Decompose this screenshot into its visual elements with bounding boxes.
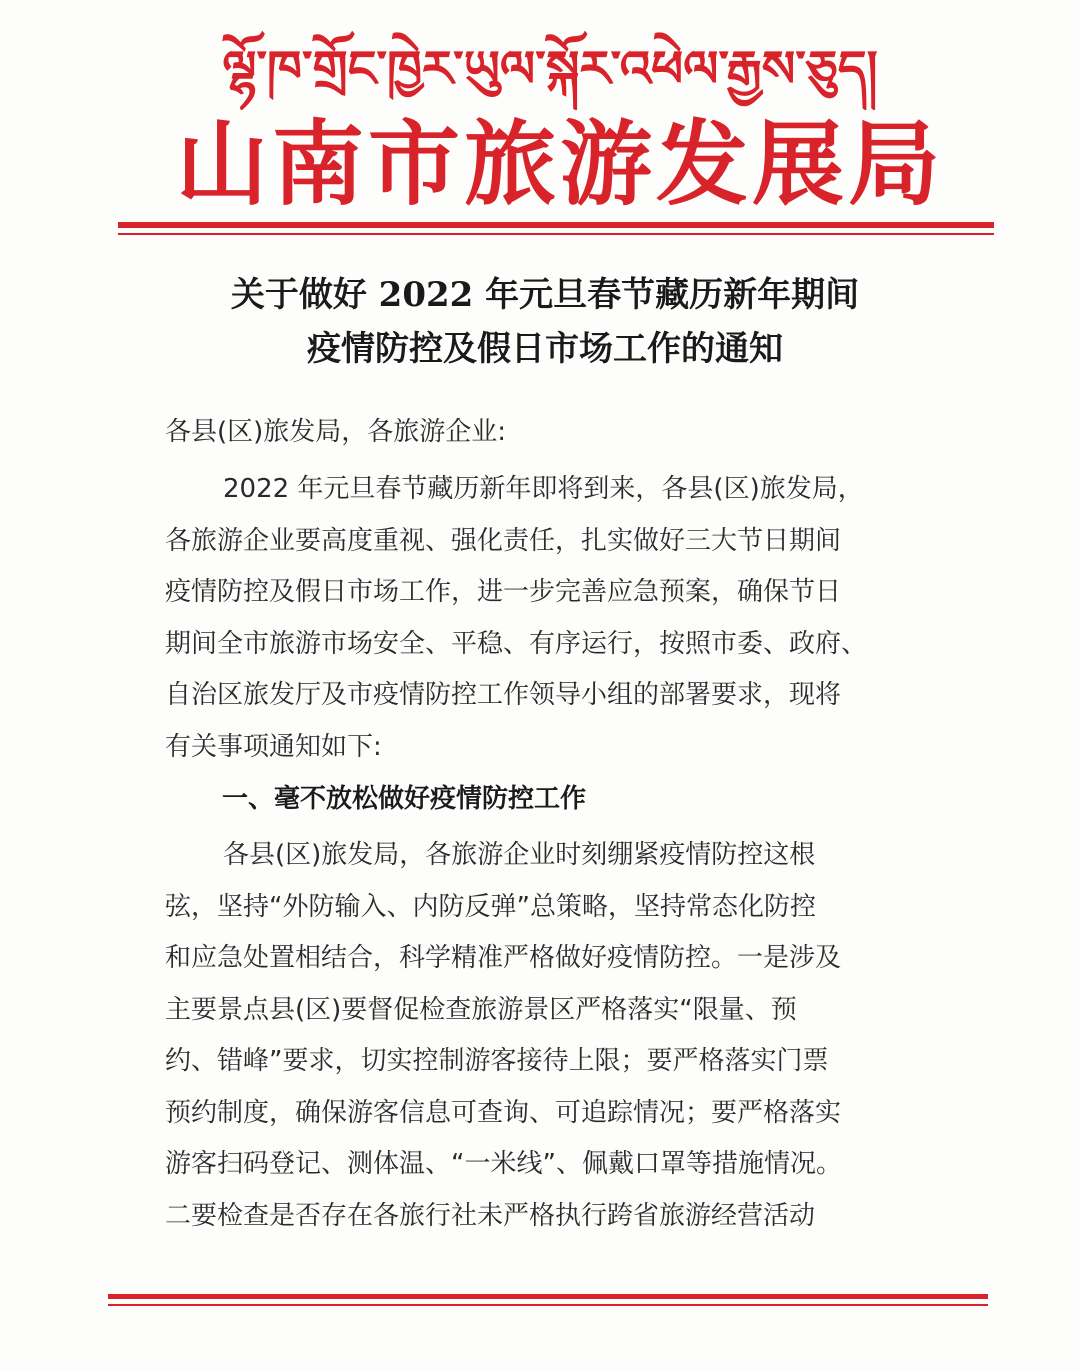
paragraph-line: 自治区旅发厅及市疫情防控工作领导小组的部署要求，现将 bbox=[165, 680, 842, 710]
section-heading-1: 一、毫不放松做好疫情防控工作 bbox=[222, 784, 587, 814]
letterhead-org-name: 山南市旅游发展局 bbox=[175, 110, 944, 218]
footer-divider-thick bbox=[108, 1294, 988, 1299]
paragraph-line: 和应急处置相结合，科学精准严格做好疫情防控。一是涉及 bbox=[165, 943, 842, 973]
title-line-1: 关于做好 2022 年元旦春节藏历新年期间 bbox=[230, 275, 860, 315]
paragraph-line: 疫情防控及假日市场工作，进一步完善应急预案，确保节日 bbox=[165, 577, 842, 607]
paragraph-line: 各县(区)旅发局，各旅游企业时刻绷紧疫情防控这根 bbox=[223, 840, 816, 870]
paragraph-line: 2022 年元旦春节藏历新年即将到来，各县(区)旅发局， bbox=[223, 474, 864, 504]
header-divider-thin bbox=[118, 233, 994, 235]
paragraph-line: 各旅游企业要高度重视、强化责任，扎实做好三大节日期间 bbox=[165, 525, 842, 556]
document-title bbox=[130, 268, 960, 376]
salutation: 各县(区)旅发局，各旅游企业: bbox=[165, 417, 507, 447]
paragraph-intro bbox=[165, 464, 925, 773]
paragraph-section-1 bbox=[165, 830, 925, 1242]
title-line-2: 疫情防控及假日市场工作的通知 bbox=[307, 329, 783, 369]
paragraph-line: 预约制度，确保游客信息可查询、可追踪情况；要严格落实 bbox=[165, 1097, 842, 1128]
paragraph-line: 约、错峰”要求，切实控制游客接待上限；要严格落实门票 bbox=[165, 1046, 829, 1076]
paragraph-line: 有关事项通知如下: bbox=[165, 731, 382, 762]
paragraph-line: 期间全市旅游市场安全、平稳、有序运行，按照市委、政府、 bbox=[165, 628, 868, 659]
paragraph-line: 主要景点县(区)要督促检查旅游景区严格落实“限量、预 bbox=[165, 994, 797, 1025]
letterhead-tibetan-name: ལྷོ་ཁ་གྲོང་ཁྱེར་ཡུལ་སྐོར་འཕེལ་རྒྱས་ཅུད། bbox=[222, 39, 878, 98]
paragraph-line: 二要检查是否存在各旅行社未严格执行跨省旅游经营活动 bbox=[165, 1200, 816, 1231]
footer-divider-thin bbox=[108, 1304, 988, 1306]
paragraph-line: 弦，坚持“外防输入、内防反弹”总策略，坚持常态化防控 bbox=[165, 891, 816, 922]
header-divider-thick bbox=[118, 222, 994, 228]
paragraph-line: 游客扫码登记、测体温、“一米线”、佩戴口罩等措施情况。 bbox=[165, 1149, 842, 1179]
